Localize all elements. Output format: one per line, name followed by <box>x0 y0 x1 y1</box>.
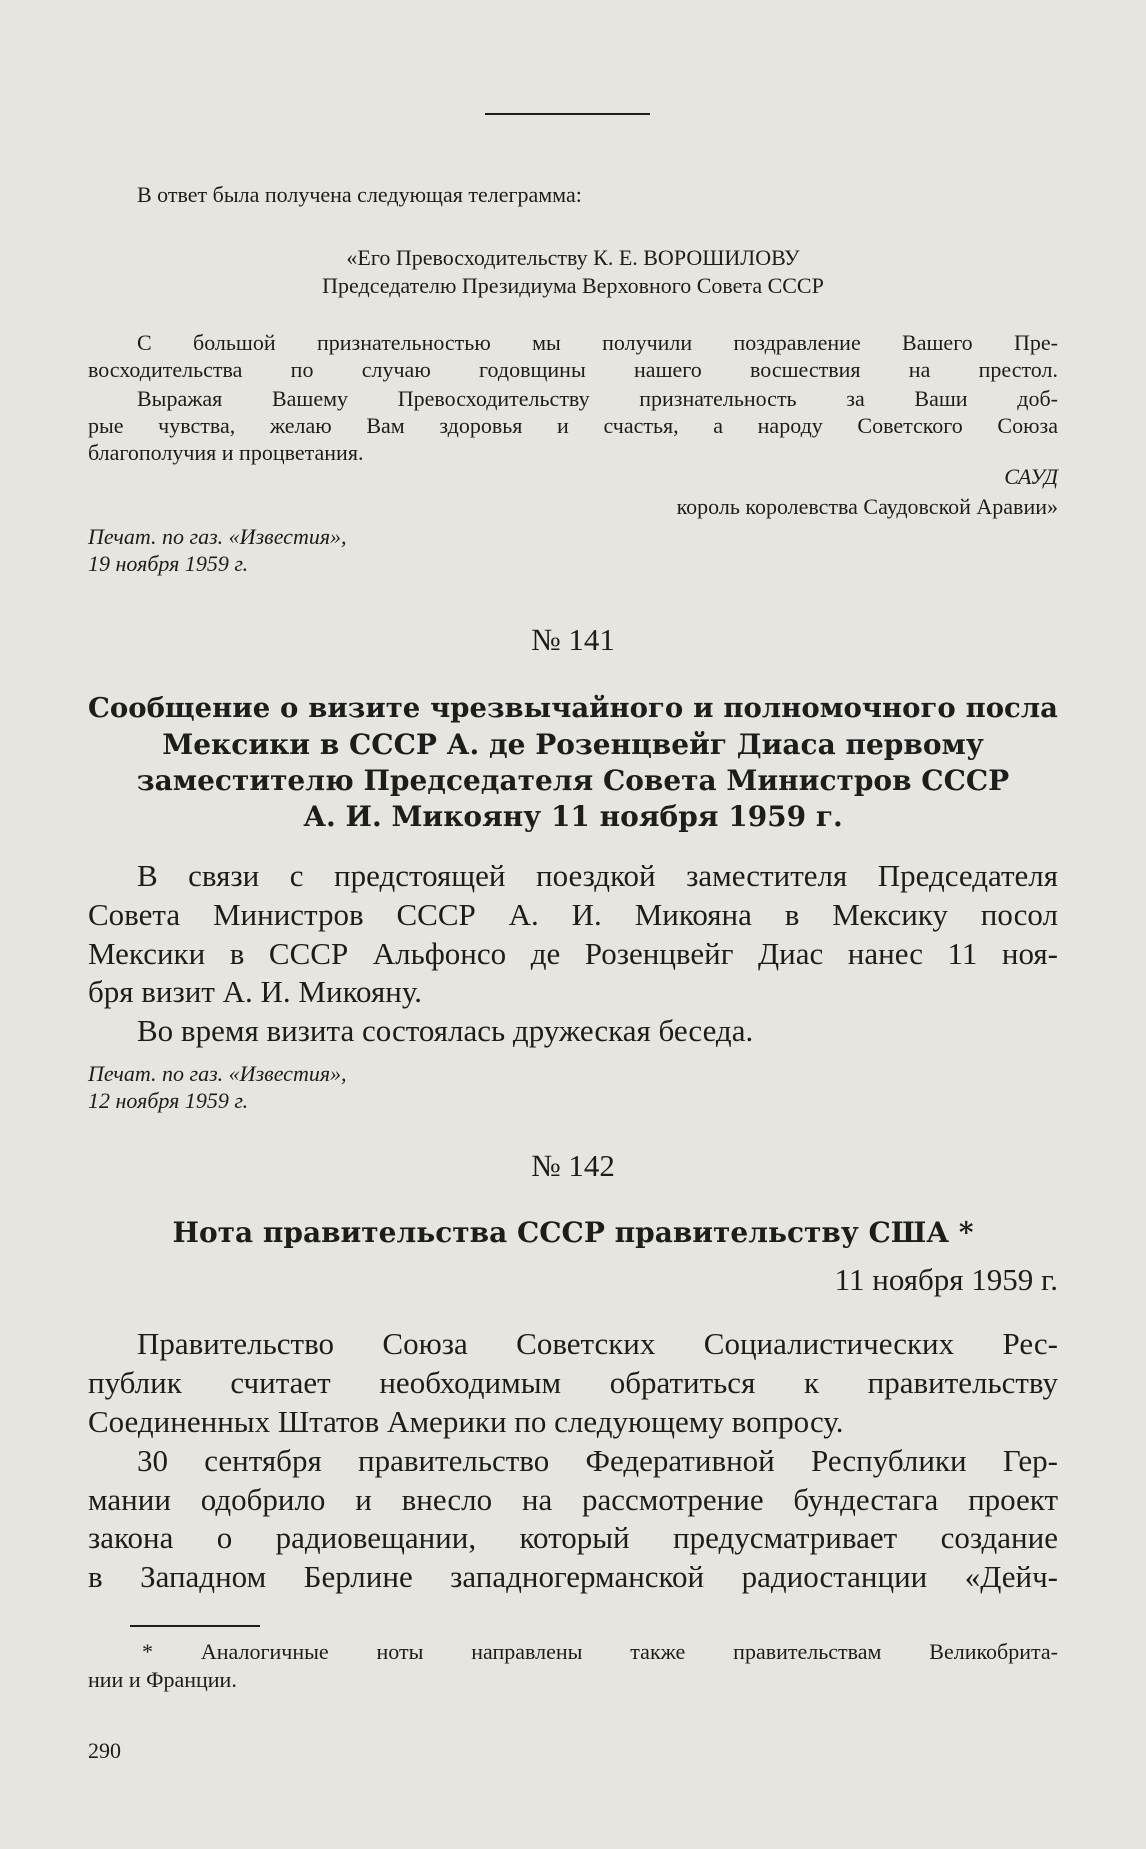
document-body-line: бря визит А. И. Микояну. <box>88 974 422 1009</box>
telegram-address-line: Председателю Президиума Верховного Совета СССР <box>322 273 824 298</box>
document-body-line: публик считает необходимым обратиться к правительству <box>88 1365 1058 1400</box>
document-title-line: А. И. Микояну 11 ноября 1959 г. <box>303 800 843 833</box>
footnote-line: нии и Франции. <box>88 1667 237 1692</box>
telegram-signature-title: король королевства Саудовской Аравии» <box>676 494 1058 519</box>
document-title-line: заместителю Председателя Совета Министров СССР <box>136 764 1010 797</box>
page-number: 290 <box>88 1738 121 1763</box>
telegram-intro: В ответ была получена следующая телеграмма: <box>137 182 582 207</box>
top-rule <box>485 113 650 115</box>
source-note: 12 ноября 1959 г. <box>88 1088 249 1113</box>
document-number: № 142 <box>531 1148 615 1183</box>
source-note: Печат. по газ. «Известия», <box>88 524 347 549</box>
telegram-body-line: благополучия и процветания. <box>88 440 364 465</box>
telegram-body-line: Выражая Вашему Превосходительству признательность за Ваши доб- <box>137 386 1058 411</box>
document-date: 11 ноября 1959 г. <box>834 1262 1058 1297</box>
document-body-line: В связи с предстоящей поездкой заместителя Председателя <box>137 858 1058 893</box>
document-body-line: Совета Министров СССР А. И. Микояна в Мексику посол <box>88 897 1058 932</box>
telegram-signature: САУД <box>1004 464 1058 489</box>
source-note: Печат. по газ. «Известия», <box>88 1061 347 1086</box>
document-body-line: в Западном Берлине западногерманской радиостанции «Дейч- <box>88 1559 1058 1594</box>
document-body-line: Во время визита состоялась дружеская беседа. <box>137 1013 754 1048</box>
document-body-line: закона о радиовещании, который предусматривает создание <box>88 1520 1058 1555</box>
telegram-address-line: «Его Превосходительству К. Е. ВОРОШИЛОВУ <box>346 245 800 270</box>
footnote-line: * Аналогичные ноты направлены также правительствам Великобрита- <box>142 1639 1058 1664</box>
footnote-rule <box>130 1625 260 1627</box>
document-title: Нота правительства СССР правительству США * <box>172 1216 974 1249</box>
document-body-line: Правительство Союза Советских Социалистических Рес- <box>137 1326 1058 1361</box>
document-body-line: 30 сентября правительство Федеративной Республики Гер- <box>137 1443 1058 1478</box>
telegram-body-line: рые чувства, желаю Вам здоровья и счастья, а народу Советского Союза <box>88 413 1058 438</box>
document-body-line: мании одобрило и внесло на рассмотрение бундестага проект <box>88 1482 1058 1517</box>
document-body-line: Мексики в СССР Альфонсо де Розенцвейг Диас нанес 11 ноя- <box>88 936 1058 971</box>
document-title-line: Мексики в СССР А. де Розенцвейг Диаса первому <box>162 728 984 761</box>
document-number: № 141 <box>531 622 615 657</box>
telegram-body-line: С большой признательностью мы получили поздравление Вашего Пре- <box>137 330 1058 355</box>
document-title-line: Сообщение о визите чрезвычайного и полномочного посла <box>88 692 1058 724</box>
source-note: 19 ноября 1959 г. <box>88 551 249 576</box>
document-body-line: Соединенных Штатов Америки по следующему вопросу. <box>88 1404 844 1439</box>
telegram-body-line: восходительства по случаю годовщины нашего восшествия на престол. <box>88 357 1058 382</box>
